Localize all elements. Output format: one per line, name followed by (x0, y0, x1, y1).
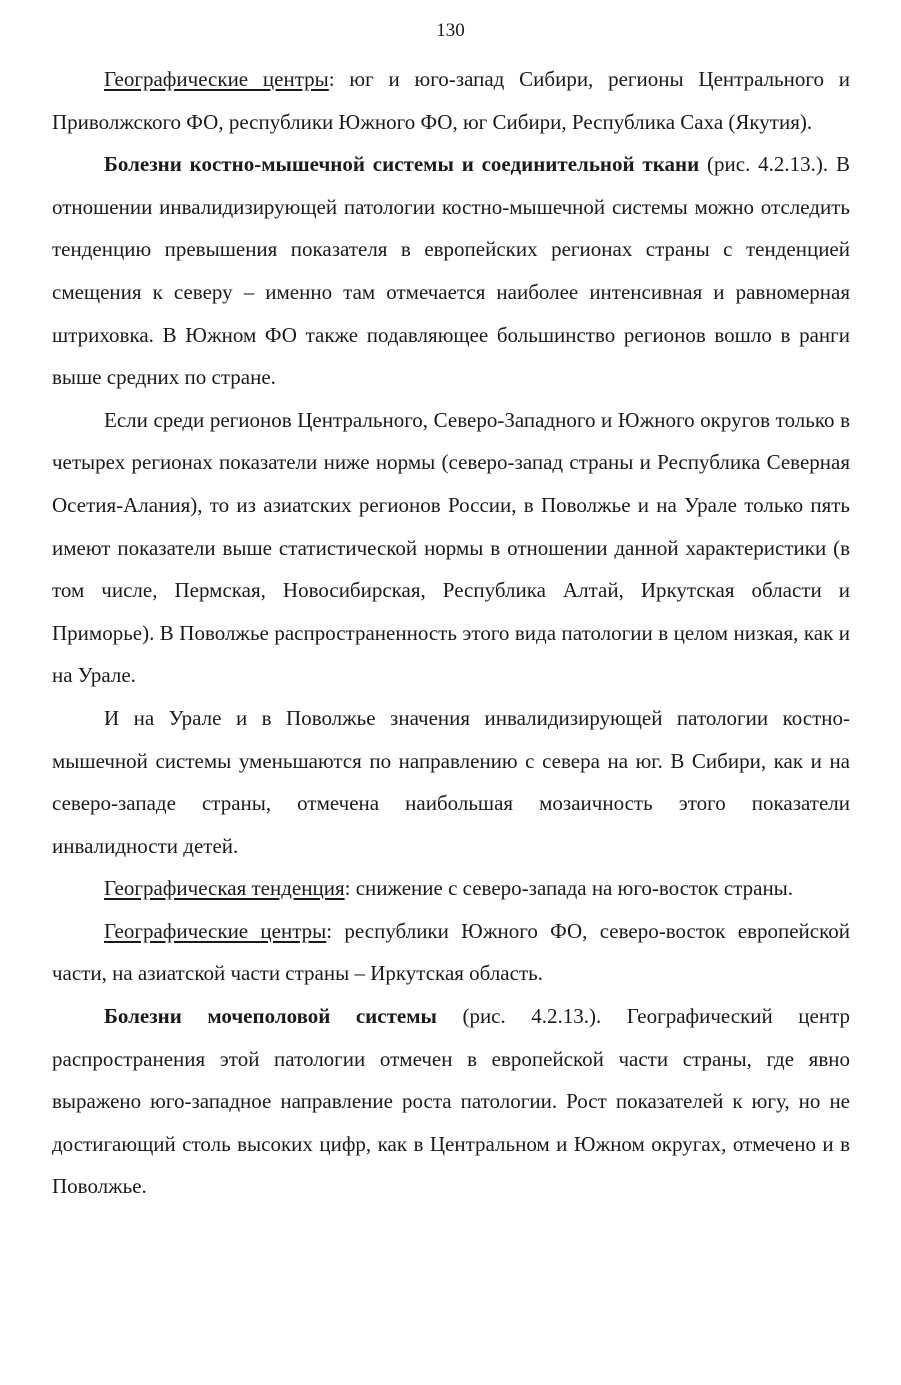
heading-genitourinary: Болезни мочеполовой системы (104, 1004, 437, 1029)
paragraph-geo-trend (52, 867, 850, 910)
paragraph-ural-volga (52, 697, 850, 867)
paragraph-geo-centers-1 (52, 58, 850, 143)
page-body (52, 58, 850, 1208)
heading-geo-centers: Географические центры (104, 67, 329, 91)
heading-geo-trend: Географическая тенденция (104, 876, 345, 901)
paragraph-regions (52, 399, 850, 697)
page-number: 130 (436, 20, 465, 41)
heading-geo-centers: Географические центры (104, 918, 327, 943)
paragraph-text: (рис. 4.2.13.). Географический центр распространения этой патологии отмечен в европейской части страны, где явно выражено юго-западное направление роста патологии. Рост показателей к югу, но не достигающий столь высоких цифр, как в Центральном и Южном округах, отмечено и в Поволжье. (52, 1004, 851, 1199)
paragraph-text: И на Урале и в Поволжье значения инвалидизирующей патологии костно-мышечной системы уменьшаются по направлению с севера на юг. В Сибири, как и на северо-западе страны, отмечена наибольшая мозаичность этого показатели инвалидности детей. (52, 705, 850, 858)
paragraph-musculoskeletal (52, 143, 850, 399)
paragraph-geo-centers-2 (52, 910, 850, 995)
paragraph-text: : юг и юго-запад Сибири, регионы Центрального и Приволжского ФО, республики Южного ФО, юг Сибири, Республика Саха (Якутия). (52, 67, 850, 134)
paragraph-text: : снижение с северо-запада на юго-восток страны. (344, 876, 794, 901)
paragraph-text: (рис. 4.2.13.). В отношении инвалидизирующей патологии костно-мышечной системы можно отследить тенденцию превышения показателя в европейских регионах страны с тенденцией смещения к северу – именно там отмечается наиболее интенсивная и равномерная штриховка. В Южном ФО также подавляющее большинство регионов вошло в ранги выше средних по стране. (52, 152, 850, 390)
heading-musculoskeletal: Болезни костно-мышечной системы и соединительной ткани (104, 152, 700, 177)
paragraph-genitourinary (52, 995, 850, 1208)
paragraph-text: Если среди регионов Центрального, Северо-Западного и Южного округов только в четырех регионах показатели ниже нормы (северо-запад страны и Республика Северная Осетия-Алания), то из азиатских регионов России, в Поволжье и на Урале только пять имеют показатели выше статистической нормы в отношении данной характеристики (в том числе, Пермская, Новосибирская, Республика Алтай, Иркутская области и Приморье). В Поволжье распространенность этого вида патологии в целом низкая, как и на Урале. (52, 407, 850, 688)
paragraph-text: : республики Южного ФО, северо-восток европейской части, на азиатской части страны – Иркутская область. (52, 918, 850, 986)
